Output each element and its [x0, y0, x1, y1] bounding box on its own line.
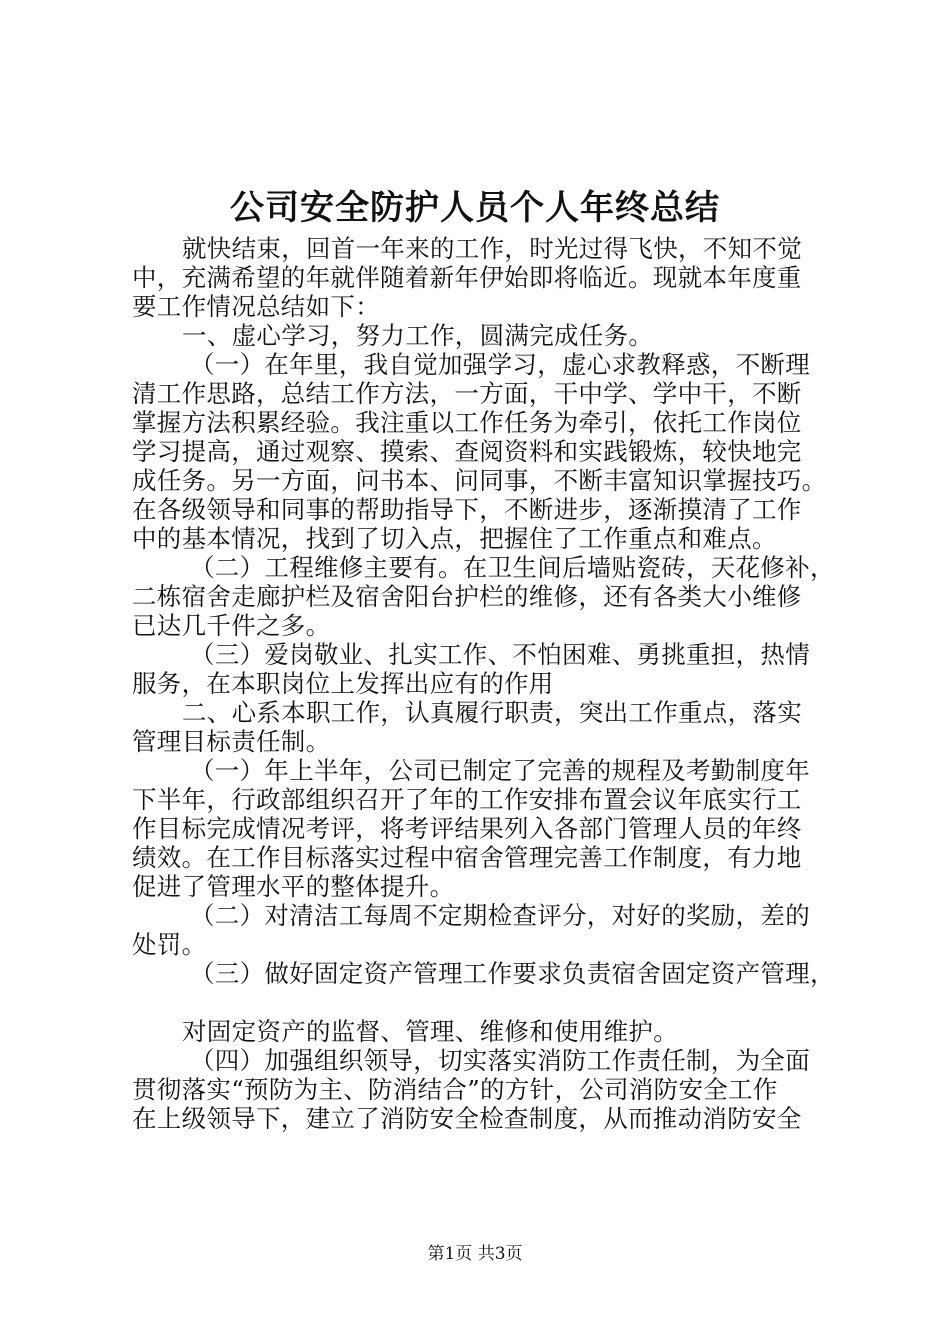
paragraph-line: （三）做好固定资产管理工作要求负责宿舍固定资产管理，	[190, 959, 835, 988]
page-number-footer: 第1页 共3页	[427, 1244, 523, 1264]
paragraph-line: 成任务。另一方面，问书本、问同事，不断丰富知识掌握技巧。	[132, 466, 827, 495]
paragraph-line: 处罚。	[132, 930, 207, 959]
paragraph-line: 绩效。在工作目标落实过程中宿舍管理完善工作制度，有力地	[132, 843, 802, 872]
section-heading: 一、虚心学习，努力工作，圆满完成任务。	[182, 321, 654, 350]
blank-line	[132, 988, 837, 1017]
paragraph-line: 就快结束，回首一年来的工作，时光过得飞快，不知不觉	[182, 234, 802, 263]
document-body	[132, 234, 837, 1133]
paragraph-line: （一）年上半年，公司已制定了完善的规程及考勤制度年	[190, 756, 810, 785]
section-heading: 二、心系本职工作，认真履行职责，突出工作重点，落实	[182, 698, 802, 727]
paragraph-line: 作目标完成情况考评，将考评结果列入各部门管理人员的年终	[132, 814, 802, 843]
paragraph-line: 下半年，行政部组织召开了年的工作安排布置会议年底实行工	[132, 785, 802, 814]
paragraph-line: 二栋宿舍走廊护栏及宿舍阳台护栏的维修，还有各类大小维修	[132, 582, 802, 611]
paragraph-line: 学习提高，通过观察、摸索、查阅资料和实践锻炼，较快地完	[132, 437, 802, 466]
paragraph-line: （一）在年里，我自觉加强学习，虚心求教释惑，不断理	[190, 350, 810, 379]
paragraph-line: 在上级领导下，建立了消防安全检查制度，从而推动消防安全	[132, 1104, 802, 1133]
paragraph-line: 贯彻落实“预防为主、防消结合”的方针，公司消防安全工作	[132, 1075, 778, 1104]
paragraph-line: （四）加强组织领导，切实落实消防工作责任制，为全面	[190, 1046, 810, 1075]
section-heading-continued: 管理目标责任制。	[132, 727, 331, 756]
paragraph-line: （二）工程维修主要有。在卫生间后墙贴瓷砖，天花修补，	[190, 553, 835, 582]
document-title: 公司安全防护人员个人年终总结	[230, 188, 720, 228]
paragraph-line: 在各级领导和同事的帮助指导下，不断进步，逐渐摸清了工作	[132, 495, 802, 524]
paragraph-line: 掌握方法积累经验。我注重以工作任务为牵引，依托工作岗位	[132, 408, 802, 437]
paragraph-line: （二）对清洁工每周不定期检查评分，对好的奖励，差的	[190, 901, 810, 930]
paragraph-line: 中的基本情况，找到了切入点，把握住了工作重点和难点。	[132, 524, 777, 553]
paragraph-line: 促进了管理水平的整体提升。	[132, 872, 455, 901]
paragraph-line: （三）爱岗敬业、扎实工作、不怕困难、勇挑重担，热情	[190, 640, 810, 669]
paragraph-line: 中，充满希望的年就伴随着新年伊始即将临近。现就本年度重	[132, 263, 802, 292]
paragraph-line: 要工作情况总结如下：	[132, 292, 380, 321]
paragraph-line: 清工作思路，总结工作方法，一方面，干中学、学中干，不断	[132, 379, 802, 408]
paragraph-line: 已达几千件之多。	[132, 611, 331, 640]
paragraph-line: 服务，在本职岗位上发挥出应有的作用	[132, 669, 554, 698]
paragraph-line: 对固定资产的监督、管理、维修和使用维护。	[182, 1017, 678, 1046]
